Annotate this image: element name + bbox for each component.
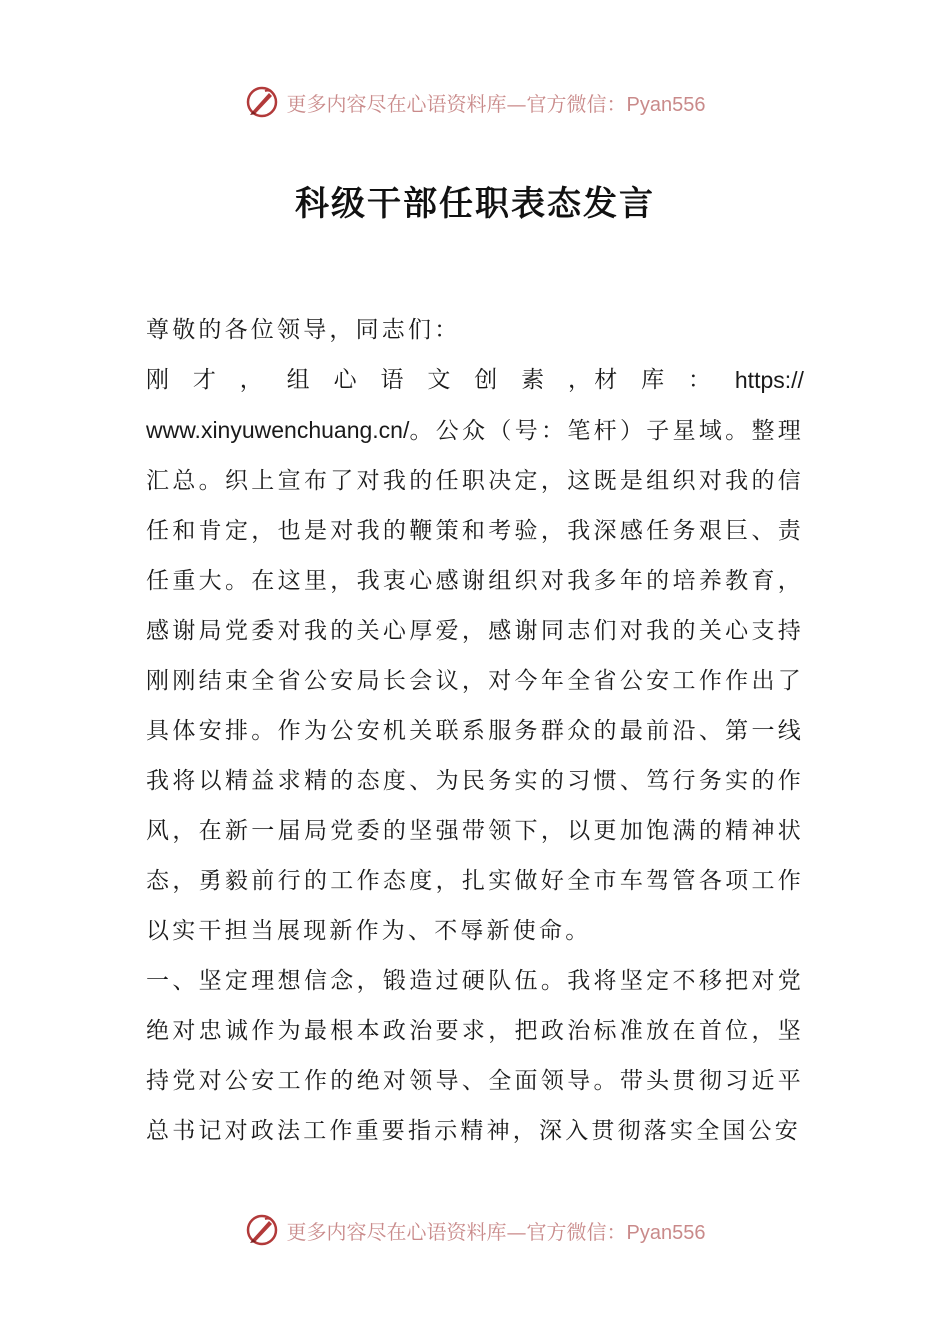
footer-banner-wechat: Pyan556: [626, 1221, 706, 1244]
line-char: 刚: [146, 367, 173, 393]
line-char: 才: [192, 367, 220, 393]
url-rest: www.xinyuwenchuang.cn/: [146, 417, 410, 443]
header-banner-wechat: Pyan556: [626, 93, 706, 116]
line-char: 创: [474, 367, 501, 393]
line-char: 库: [641, 367, 668, 393]
line-char: 素: [521, 367, 548, 393]
footer-banner: [0, 1208, 950, 1252]
line-char: ，材: [568, 367, 621, 393]
document-title: 科级干部任职表态发言: [295, 184, 655, 224]
pen-logo-icon: [245, 85, 279, 119]
paragraph-2: 一、坚定理想信念，锻造过硬队伍。我将坚定不移把对党绝对忠诚作为最根本政治要求，把政治标准放在首位，坚持党对公安工作的绝对领导、全面领导。带头贯彻习近平总书记对政法工作重要指示精神，深入贯彻落实全国公安: [146, 968, 804, 1144]
line-char: ：: [688, 367, 715, 393]
line-char: ，: [239, 367, 266, 393]
document-body: [146, 305, 804, 1156]
salutation: 尊敬的各位领导，同志们：: [146, 317, 461, 343]
paragraph-1: [146, 405, 804, 956]
line-char: 心: [333, 367, 360, 393]
footer-banner-label: 更多内容尽在心语资料库—官方微信：: [286, 1219, 627, 1244]
pen-logo-icon: [245, 1213, 279, 1247]
paragraph-1-text: 。公众（号：笔杆）子星域。整理汇总。织上宣布了对我的任职决定，这既是组织对我的信任和肯定，也是对我的鞭策和考验，我深感任务艰巨、责任重大。在这里，我衷心感谢组织对我多年的培养教育，感谢局党委对我的关心厚爱，感谢同志们对我的关心支持刚刚结束全省公安局长会议，对今年全省公安工作作出了具体安排。作为公安机关联系服务群众的最前沿、第一线我将以精益求精的态度、为民务实的习惯、笃行务实的作风，在新一届局党委的坚强带领下，以更加饱满的精神状态，勇毅前行的工作态度，扎实做好全市车驾管各项工作以实干担当展现新作为、不辱新使命。: [146, 418, 804, 944]
header-banner-label: 更多内容尽在心语资料库—官方微信：: [286, 91, 627, 116]
header-banner-text: [287, 88, 706, 117]
header-banner: [0, 80, 950, 124]
line-char: 语: [380, 367, 407, 393]
paragraph-1-first-line: [146, 355, 804, 405]
line-char: 组: [286, 367, 313, 393]
url-start: https://: [734, 367, 804, 393]
footer-banner-text: [287, 1216, 706, 1245]
line-char: 文: [427, 367, 454, 393]
